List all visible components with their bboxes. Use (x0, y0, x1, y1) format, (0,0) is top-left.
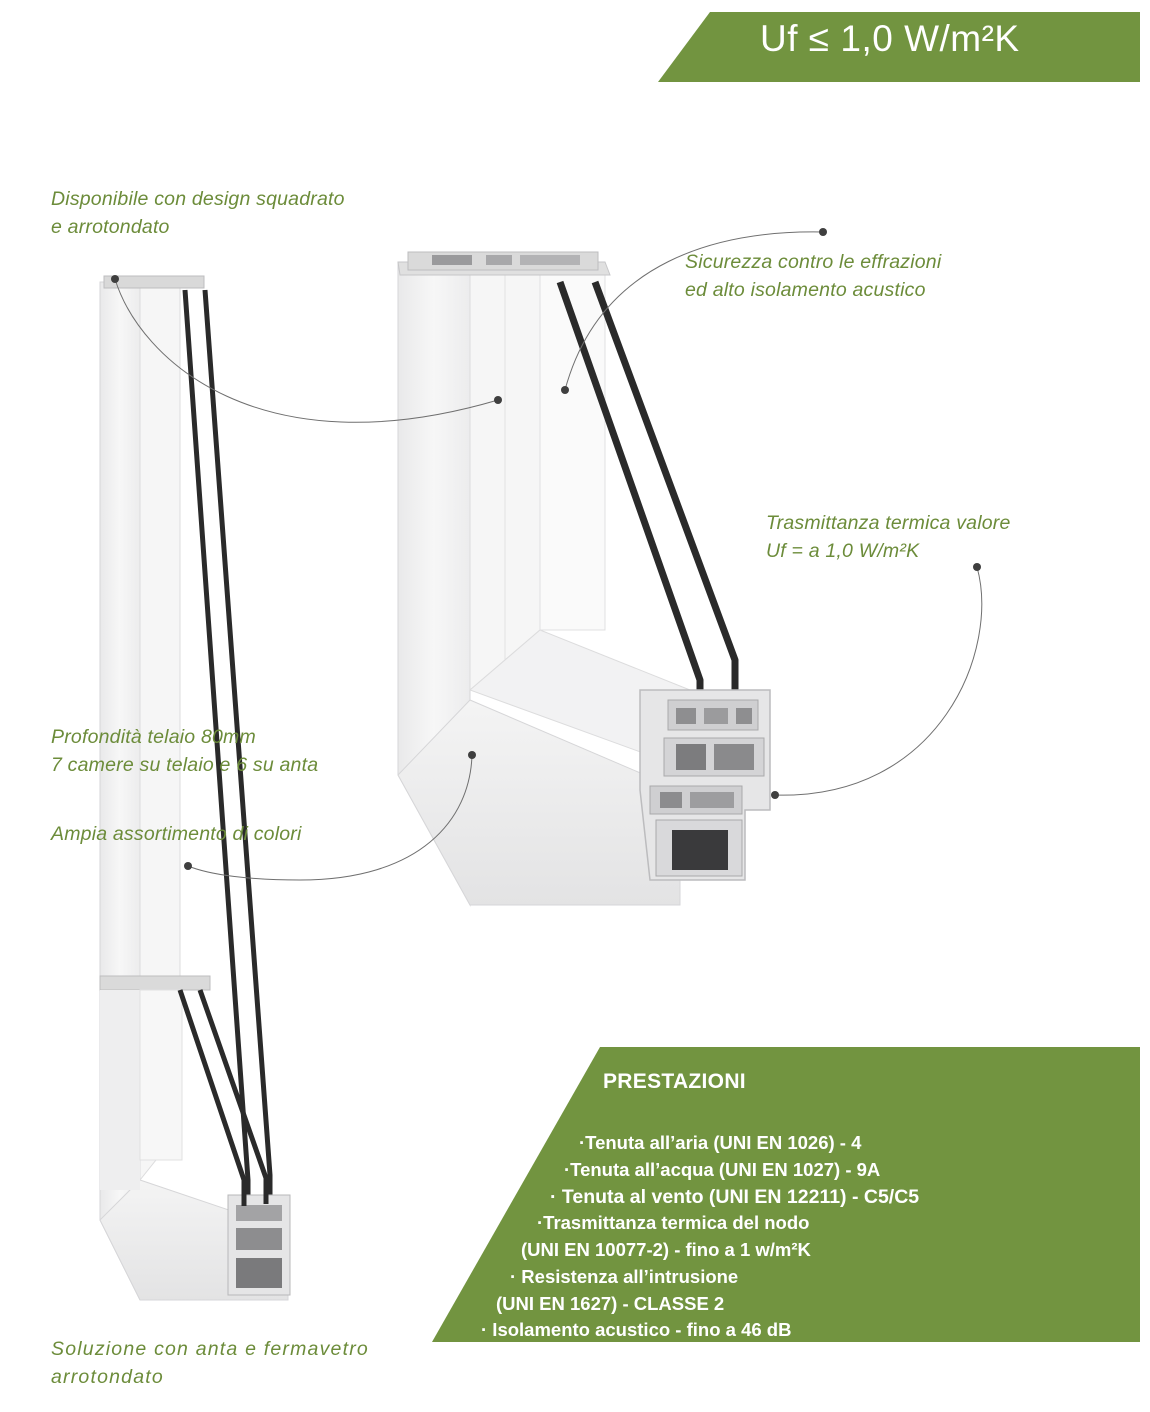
annotation-design: Disponibile con design squadrato e arrotondato (51, 188, 345, 238)
performance-item: · Tenuta al vento (UNI EN 12211) - C5/C5 (550, 1186, 920, 1208)
performance-item: ·Tenuta all’acqua (UNI EN 1027) - 9A (564, 1159, 881, 1180)
performance-item: ·Trasmittanza termica del nodo (537, 1212, 810, 1233)
performance-item: ·Tenuta all’aria (UNI EN 1026) - 4 (579, 1132, 862, 1153)
annotation-colors: Ampia assortimento di colori (51, 823, 302, 845)
performance-item: · Resistenza all’intrusione (510, 1266, 739, 1287)
performance-item: (UNI EN 10077-2) - fino a 1 w/m²K (521, 1239, 811, 1260)
performance-item: (UNI EN 1627) - CLASSE 2 (496, 1293, 725, 1314)
header-badge-text: Uf ≤ 1,0 W/m²K (760, 18, 1020, 59)
annotation-solution: Soluzione con anta e fermavetro arrotondato (51, 1338, 369, 1388)
performance-item: · Isolamento acustico - fino a 46 dB (481, 1319, 792, 1340)
annotation-thermal: Trasmittanza termica valore Uf = a 1,0 W/m²K (766, 512, 1011, 562)
annotation-security: Sicurezza contro le effrazioni ed alto isolamento acustico (685, 251, 942, 301)
performance-title: PRESTAZIONI (603, 1070, 746, 1093)
annotation-depth: Profondità telaio 80mm 7 camere su telaio e 6 su anta (51, 726, 319, 776)
